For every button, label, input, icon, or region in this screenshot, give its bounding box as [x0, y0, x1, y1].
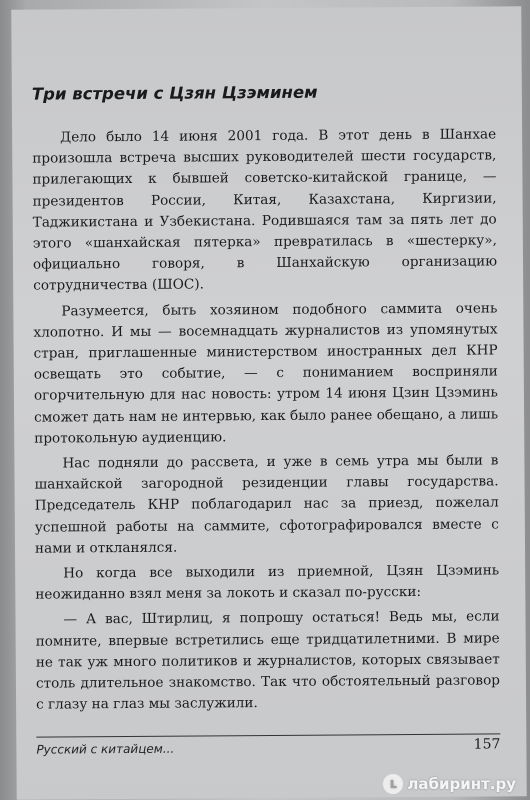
watermark-text: лабиринт.ру: [407, 775, 516, 793]
section-heading: Три встречи с Цзян Цзэминем: [31, 82, 318, 104]
book-page: [11, 6, 527, 800]
body-text: [32, 124, 500, 720]
page-number: 157: [473, 736, 501, 753]
paragraph-3: Нас подняли до рассвета, и уже в семь утра мы были в шанхайской загородной резиденции главы государства. Председатель КНР поблагодарил нас за приезд, пожелал успешной работы на саммите, сфотографировался вместе с нами и откланялся.: [34, 452, 499, 557]
paragraph-2: Разумеется, быть хозяином подобного саммита очень хлопотно. И мы — восемнадцать журналистов из упомянутых стран, приглашенные министерством иностранных дел КНР освещать это событие, — с пониманием восприняли огорчительную для нас новость: утром 14 июня Цзин Цзэминь сможет дать нам не интервью, как было ранее обещано, а лишь протокольную аудиенцию.: [33, 300, 499, 447]
paragraph-4: Но когда все выходили из приемной, Цзян Цзэминь неожиданно взял меня за локоть и сказал по-русски:: [35, 562, 500, 603]
paragraph-5: — А вас, Штирлиц, я попрошу остаться! Ведь мы, если помните, впервые встретились еще тридцатилетними. В мире не так уж много политиков и журналистов, которых связывает столь длительное знакомство. Так что обстоятельный разговор с глазу на глаз мы заслужили.: [35, 608, 500, 713]
paragraph-1: Дело было 14 июня 2001 года. В этот день в Шанхае произошла встреча высших руководителей шести государств, прилегающих к бывшей советско-китайской границе, — президентов России, Китая, Казахстана, Киргизии, Таджикистана и Узбекистана. Родившаяся там за пять лет до этого «шанхайская пятерка» превратилась в «шестерку», официально говоря, в Шанхайскую организацию сотрудничества (ШОС).: [32, 126, 498, 295]
running-title: Русский с китайцем...: [36, 741, 175, 757]
labirint-logo-icon: ʟ: [383, 774, 403, 794]
footer-rule: [36, 733, 500, 737]
watermark: [383, 774, 516, 794]
